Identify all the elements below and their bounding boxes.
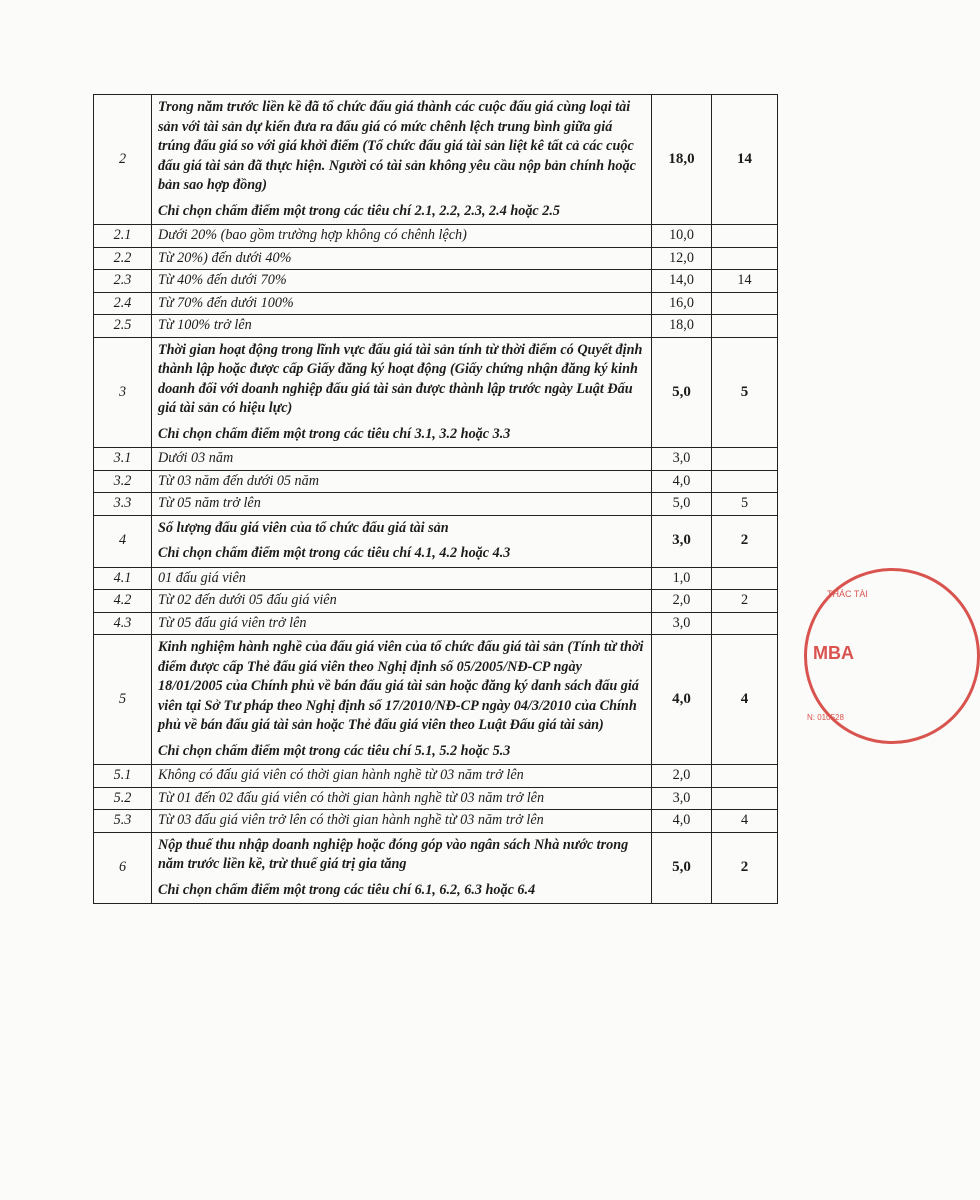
criterion-description-cell (152, 448, 652, 471)
criterion-row (94, 832, 778, 904)
criterion-description-cell (152, 515, 652, 567)
criterion-number: 2.4 (94, 292, 152, 315)
max-score: 18,0 (652, 95, 712, 225)
max-score: 3,0 (652, 515, 712, 567)
awarded-score: 5 (712, 337, 778, 448)
max-score: 3,0 (652, 612, 712, 635)
awarded-score (712, 470, 778, 493)
criterion-selection-note: Chỉ chọn chấm điểm một trong các tiêu chí 3.1, 3.2 hoặc 3.3 (158, 425, 511, 442)
criterion-description-cell (152, 493, 652, 516)
max-score: 14,0 (652, 270, 712, 293)
criterion-description-cell (152, 590, 652, 613)
sub-criterion-row (94, 810, 778, 833)
criterion-number: 4.3 (94, 612, 152, 635)
criterion-selection-note: Chỉ chọn chấm điểm một trong các tiêu chí 5.1, 5.2 hoặc 5.3 (158, 742, 511, 759)
awarded-score (712, 247, 778, 270)
sub-criterion-row (94, 590, 778, 613)
criterion-selection-note: Chỉ chọn chấm điểm một trong các tiêu chí 2.1, 2.2, 2.3, 2.4 hoặc 2.5 (158, 202, 560, 219)
criterion-description: Thời gian hoạt động trong lĩnh vực đấu giá tài sản tính từ thời điểm có Quyết định thành lập hoặc được cấp Giấy đăng ký hoạt động (Giấy chứng nhận đăng ký kinh doanh đối với doanh nghiệp đấu giá tài sản được thành lập trước ngày Luật Đấu giá tài sản có hiệu lực) (158, 341, 643, 416)
criterion-selection-note: Chỉ chọn chấm điểm một trong các tiêu chí 6.1, 6.2, 6.3 hoặc 6.4 (158, 881, 536, 898)
sub-criterion-row (94, 247, 778, 270)
criterion-description: Nộp thuế thu nhập doanh nghiệp hoặc đóng góp vào ngân sách Nhà nước trong năm trước liền kề, trừ thuế giá trị gia tăng (158, 836, 629, 872)
awarded-score: 2 (712, 590, 778, 613)
criterion-number: 4 (94, 515, 152, 567)
max-score: 16,0 (652, 292, 712, 315)
criterion-description-cell (152, 337, 652, 448)
criterion-description: Từ 05 năm trở lên (158, 495, 261, 511)
criterion-description: Kinh nghiệm hành nghề của đấu giá viên của tổ chức đấu giá tài sản (Tính từ thời điểm được cấp Thẻ đấu giá viên theo Nghị định số 05/2005/NĐ-CP ngày 18/01/2005 của Chính phủ về bán đấu giá tài sản hoặc đăng ký danh sách đấu giá viên tại Sở Tư pháp theo Nghị định số 17/2010/NĐ-CP ngày 04/3/2010 của Chính phủ về bán đấu giá tài sản hoặc Thẻ đấu giá viên theo Luật Đấu giá tài sản) (158, 639, 644, 733)
awarded-score: 5 (712, 493, 778, 516)
criterion-description-cell (152, 95, 652, 225)
awarded-score: 14 (712, 270, 778, 293)
criterion-description-cell (152, 225, 652, 248)
sub-criterion-row (94, 493, 778, 516)
criterion-description-cell (152, 765, 652, 788)
criterion-number: 6 (94, 832, 152, 904)
awarded-score: 2 (712, 832, 778, 904)
seal-middle-text: MBA (813, 643, 854, 663)
awarded-score (712, 315, 778, 338)
max-score: 3,0 (652, 787, 712, 810)
criterion-description: Từ 03 năm đến dưới 05 năm (158, 472, 319, 489)
criterion-number: 3 (94, 337, 152, 448)
criterion-number: 4.1 (94, 567, 152, 590)
criterion-number: 2.3 (94, 270, 152, 293)
criterion-description: Số lượng đấu giá viên của tổ chức đấu giá tài sản (158, 519, 449, 536)
sub-criterion-row (94, 448, 778, 471)
criterion-number: 2.2 (94, 247, 152, 270)
sub-criterion-row (94, 787, 778, 810)
criterion-description: 01 đấu giá viên (158, 569, 246, 586)
awarded-score: 4 (712, 810, 778, 833)
sub-criterion-row (94, 292, 778, 315)
max-score: 1,0 (652, 567, 712, 590)
criterion-description: Từ 40% đến dưới 70% (158, 272, 287, 288)
criterion-description: Từ 03 đấu giá viên trở lên có thời gian hành nghề từ 03 năm trở lên (158, 812, 544, 828)
max-score: 2,0 (652, 765, 712, 788)
awarded-score: 14 (712, 95, 778, 225)
criterion-description-cell (152, 247, 652, 270)
criterion-number: 5.1 (94, 765, 152, 788)
criterion-description-cell (152, 810, 652, 833)
max-score: 4,0 (652, 635, 712, 765)
sub-criterion-row (94, 470, 778, 493)
criterion-number: 3.1 (94, 448, 152, 471)
criterion-description: Từ 70% đến dưới 100% (158, 294, 294, 311)
awarded-score (712, 787, 778, 810)
criterion-description: Dưới 03 năm (158, 450, 234, 466)
sub-criterion-row (94, 567, 778, 590)
sub-criterion-row (94, 765, 778, 788)
criterion-row (94, 515, 778, 567)
criterion-description: Từ 01 đến 02 đấu giá viên có thời gian hành nghề từ 03 năm trở lên (158, 789, 545, 806)
scoring-criteria-table (93, 94, 778, 904)
seal-bottom-text: N: 010528 (807, 713, 844, 722)
criterion-number: 2 (94, 95, 152, 225)
max-score: 18,0 (652, 315, 712, 338)
criterion-number: 5.3 (94, 810, 152, 833)
max-score: 4,0 (652, 470, 712, 493)
max-score: 5,0 (652, 337, 712, 448)
criterion-description: Từ 05 đấu giá viên trở lên (158, 614, 307, 631)
criterion-description: Từ 20%) đến dưới 40% (158, 249, 292, 266)
criterion-number: 2.1 (94, 225, 152, 248)
criterion-selection-note: Chỉ chọn chấm điểm một trong các tiêu chí 4.1, 4.2 hoặc 4.3 (158, 545, 511, 561)
sub-criterion-row (94, 315, 778, 338)
criterion-description: Dưới 20% (bao gồm trường hợp không có chênh lệch) (158, 227, 467, 243)
criterion-description: Không có đấu giá viên có thời gian hành nghề từ 03 năm trở lên (158, 767, 524, 783)
sub-criterion-row (94, 612, 778, 635)
awarded-score (712, 612, 778, 635)
criterion-row (94, 635, 778, 765)
criterion-description-cell (152, 470, 652, 493)
criterion-description: Trong năm trước liền kề đã tổ chức đấu giá thành các cuộc đấu giá cùng loại tài sản với tài sản dự kiến đưa ra đấu giá có mức chênh lệch trung bình giữa giá trúng đấu giá so với giá khởi điểm (Tổ chức đấu giá tài sản liệt kê tất cả các cuộc đấu giá tài sản đã thực hiện. Người có tài sản không yêu cầu nộp bản chính hoặc bản sao hợp đồng) (158, 99, 636, 193)
criterion-description: Từ 02 đến dưới 05 đấu giá viên (158, 592, 337, 608)
criterion-description-cell (152, 315, 652, 338)
max-score: 5,0 (652, 832, 712, 904)
max-score: 2,0 (652, 590, 712, 613)
criterion-description-cell (152, 270, 652, 293)
awarded-score (712, 765, 778, 788)
seal-top-text: THÁC TÀI (827, 589, 868, 599)
criterion-description-cell (152, 635, 652, 765)
criterion-number: 5 (94, 635, 152, 765)
sub-criterion-row (94, 270, 778, 293)
criterion-description-cell (152, 832, 652, 904)
criterion-number: 5.2 (94, 787, 152, 810)
awarded-score: 4 (712, 635, 778, 765)
max-score: 3,0 (652, 448, 712, 471)
seal-ring (804, 568, 980, 744)
criterion-number: 3.2 (94, 470, 152, 493)
criterion-row (94, 95, 778, 225)
criterion-description-cell (152, 567, 652, 590)
sub-criterion-row (94, 225, 778, 248)
awarded-score: 2 (712, 515, 778, 567)
criterion-row (94, 337, 778, 448)
criterion-description: Từ 100% trở lên (158, 317, 252, 333)
criterion-number: 3.3 (94, 493, 152, 516)
criterion-description-cell (152, 612, 652, 635)
max-score: 4,0 (652, 810, 712, 833)
awarded-score (712, 448, 778, 471)
awarded-score (712, 292, 778, 315)
max-score: 10,0 (652, 225, 712, 248)
criterion-number: 4.2 (94, 590, 152, 613)
criterion-description-cell (152, 787, 652, 810)
criterion-description-cell (152, 292, 652, 315)
max-score: 12,0 (652, 247, 712, 270)
company-seal-stamp (792, 560, 868, 750)
awarded-score (712, 567, 778, 590)
criteria-table-body (94, 95, 778, 904)
max-score: 5,0 (652, 493, 712, 516)
awarded-score (712, 225, 778, 248)
criterion-number: 2.5 (94, 315, 152, 338)
